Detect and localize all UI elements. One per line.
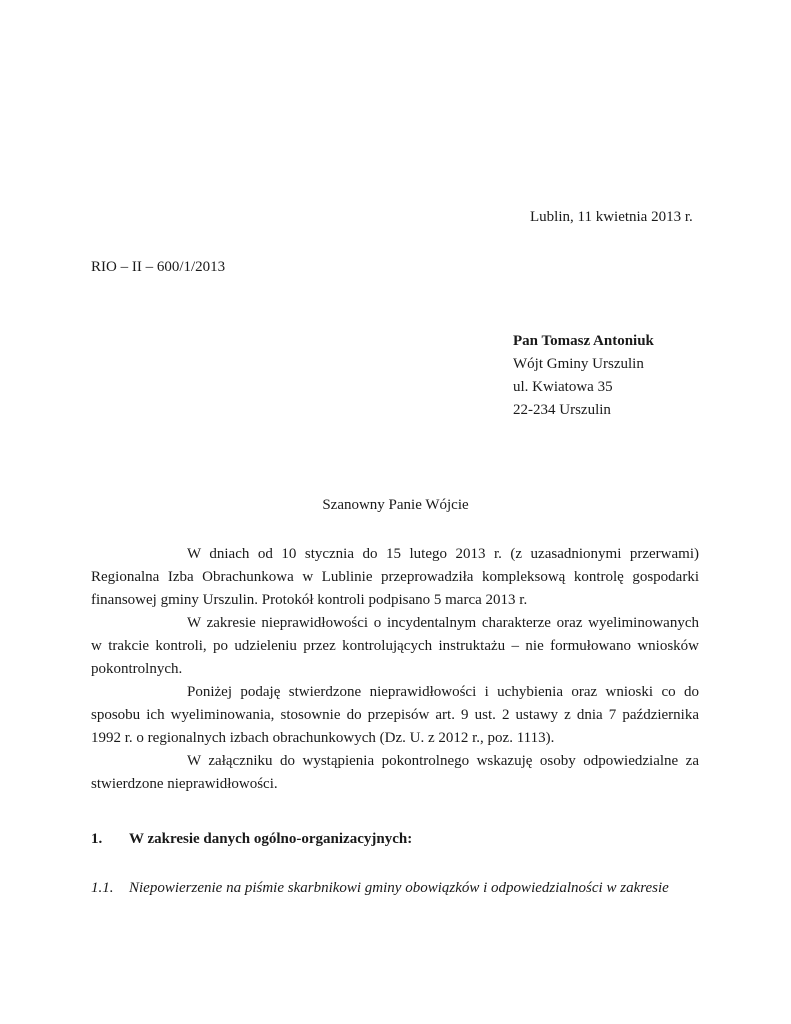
section-heading — [91, 831, 412, 848]
paragraph-4: W załączniku do wystąpienia pokontrolnego wskazuję osoby odpowiedzialne za stwierdzone nieprawidłowości. — [91, 753, 699, 792]
letter-body — [91, 543, 699, 796]
addressee-name: Pan Tomasz Antoniuk — [513, 333, 654, 349]
subsection-title: Niepowierzenie na piśmie skarbnikowi gminy obowiązków i odpowiedzialności w zakresie — [129, 880, 669, 896]
salutation: Szanowny Panie Wójcie — [322, 497, 469, 513]
paragraph-2: W zakresie nieprawidłowości o incydentalnym charakterze oraz wyeliminowanych w trakcie kontroli, po udzieleniu przez kontrolujących instruktażu – nie formułowano wniosków pokontrolnych. — [91, 615, 699, 677]
addressee-block — [513, 330, 654, 422]
addressee-street: ul. Kwiatowa 35 — [513, 379, 613, 395]
addressee-city: 22-234 Urszulin — [513, 402, 611, 418]
section-number: 1. — [91, 831, 103, 847]
reference-number: RIO – II – 600/1/2013 — [91, 259, 226, 275]
subsection-number: 1.1. — [91, 880, 114, 896]
subsection-heading — [91, 880, 669, 897]
paragraph-3: Poniżej podaję stwierdzone nieprawidłowości i uchybienia oraz wnioski co do sposobu ich wyeliminowania, stosownie do przepisów art. 9 ust. 2 ustawy z dnia 7 października 1992 r. o regionalnych izbach obrachunkowych (Dz. U. z 2012 r., poz. 1113). — [91, 684, 699, 746]
letter-date: Lublin, 11 kwietnia 2013 r. — [530, 209, 693, 225]
paragraph-1: W dniach od 10 stycznia do 15 lutego 2013 r. (z uzasadnionymi przerwami) Regionalna Izba Obrachunkowa w Lublinie przeprowadziła kompleksową kontrolę gospodarki finansowej gminy Urszulin. Protokół kontroli podpisano 5 marca 2013 r. — [91, 546, 699, 608]
section-title: W zakresie danych ogólno-organizacyjnych: — [129, 831, 413, 847]
addressee-title: Wójt Gminy Urszulin — [513, 356, 644, 372]
